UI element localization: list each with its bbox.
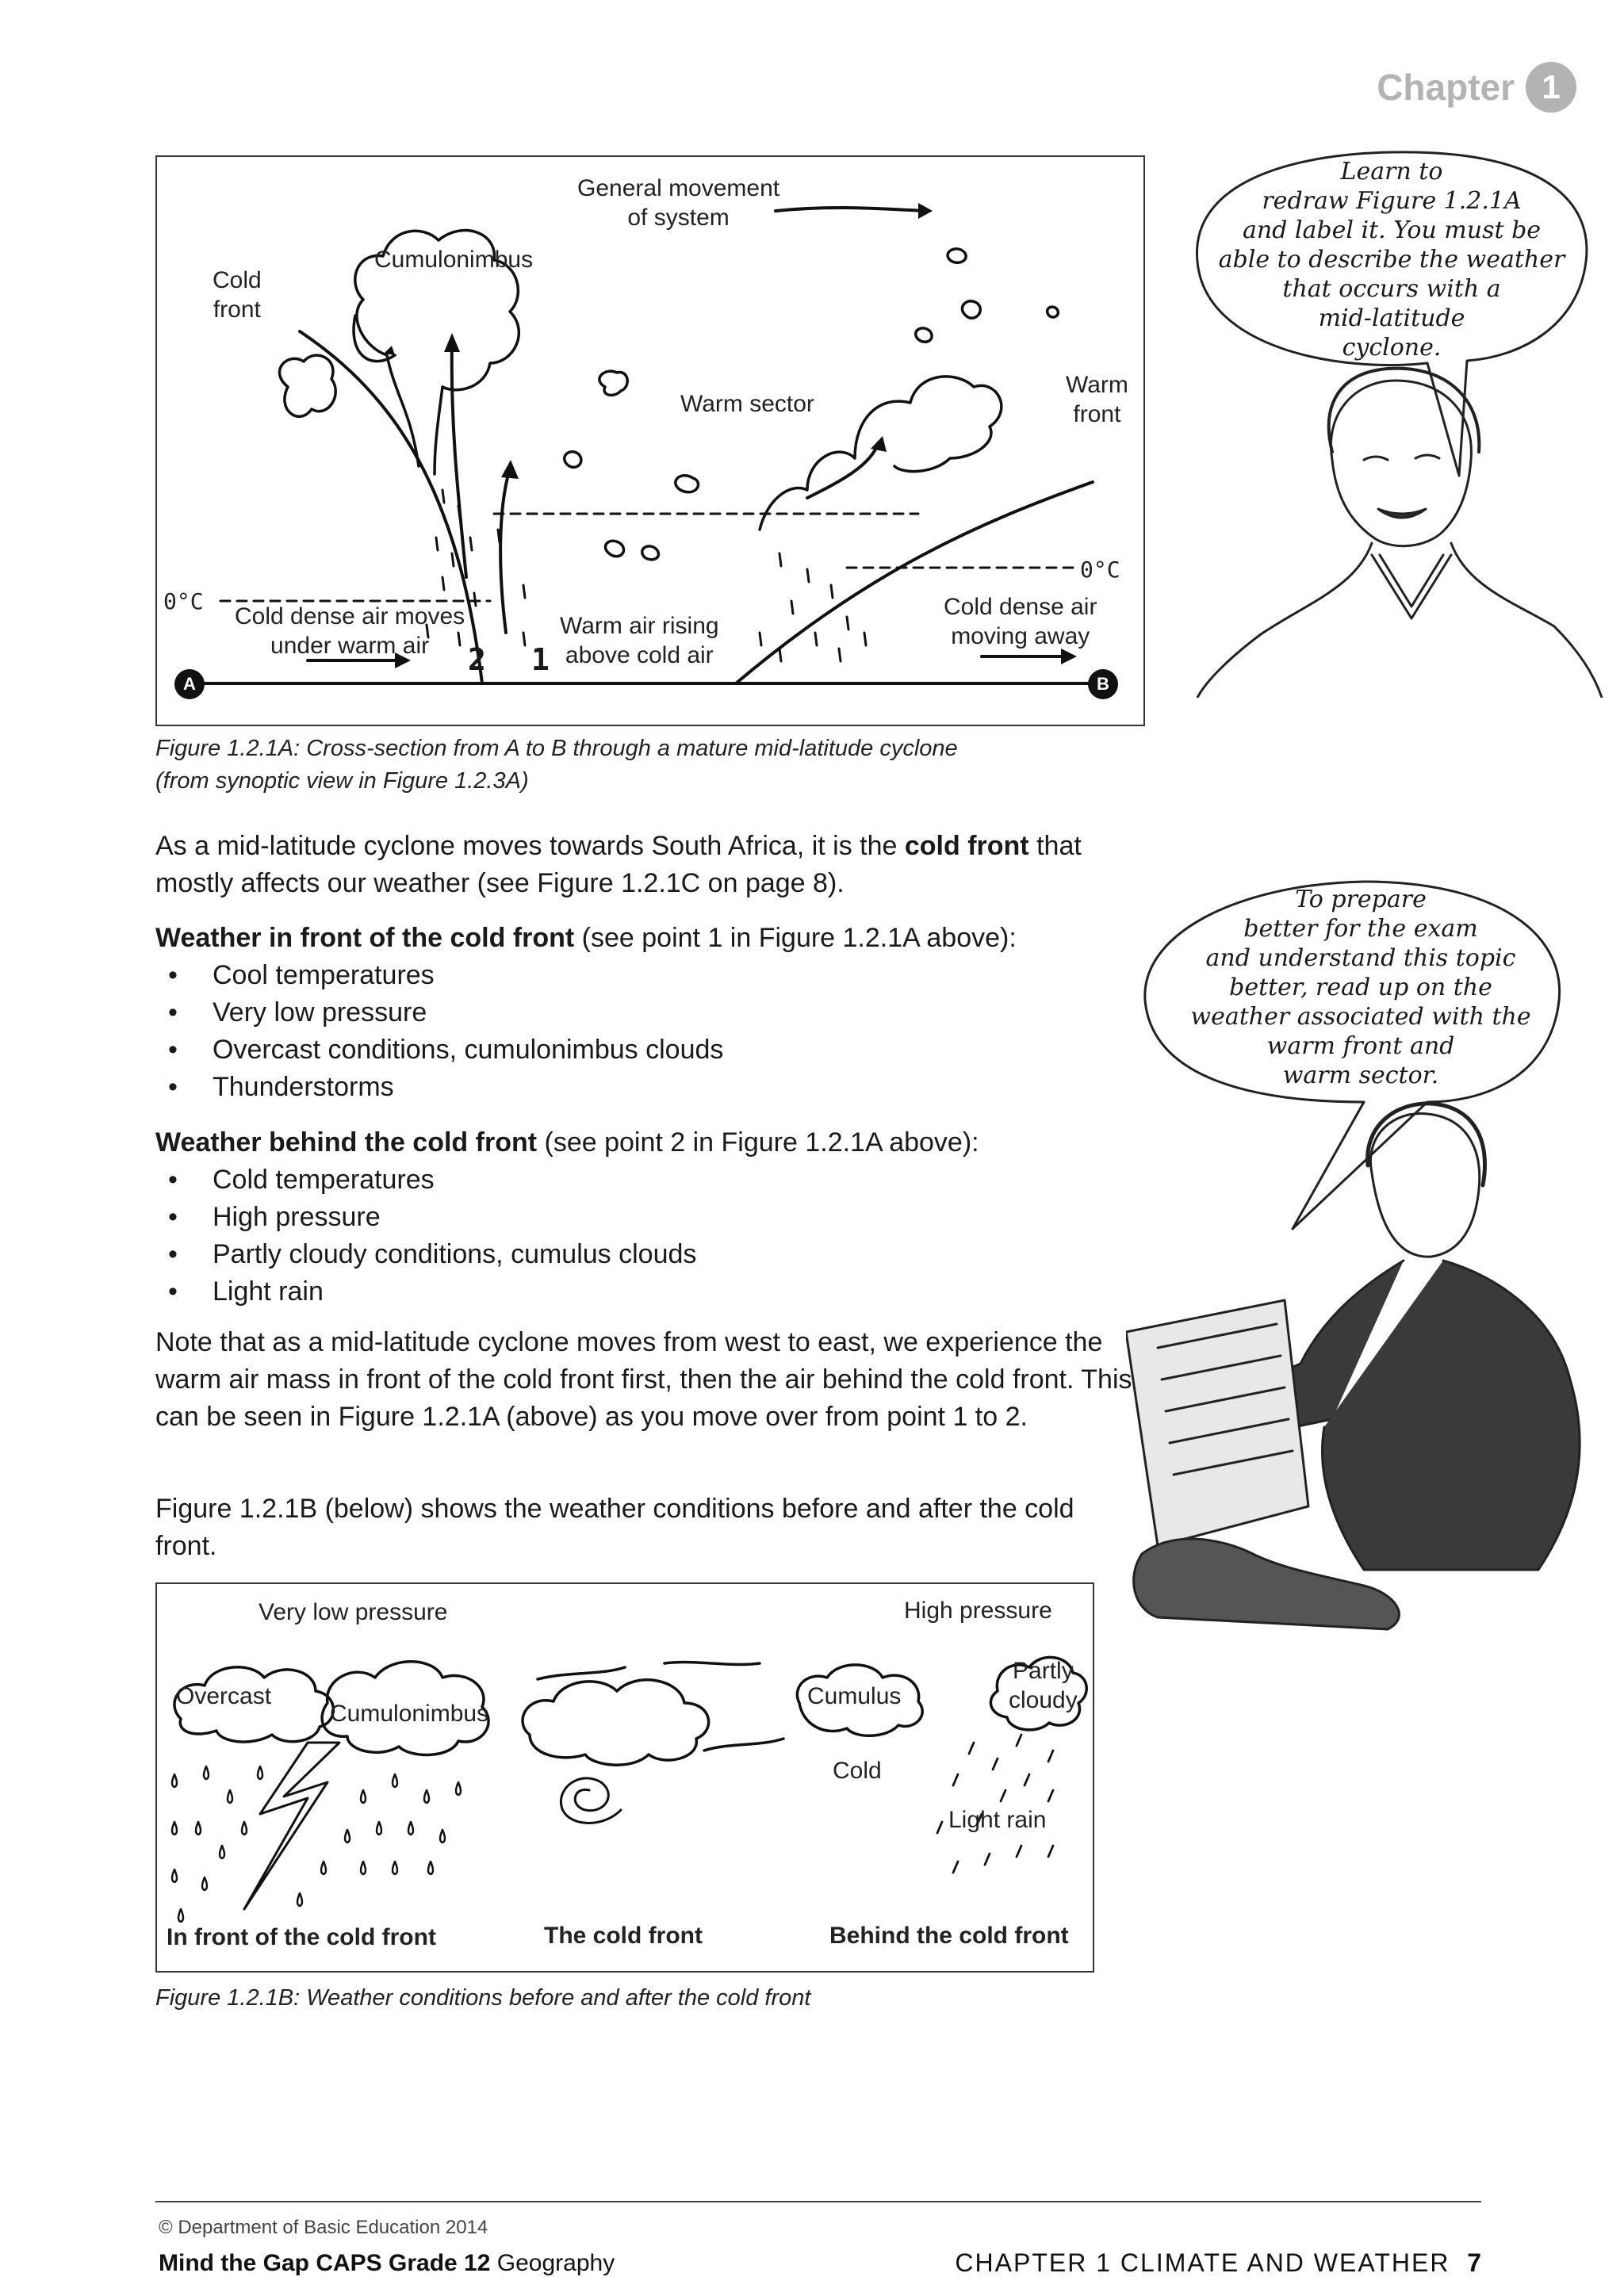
figure-1-2-1b: [155, 1582, 1094, 1973]
shoulder-right: [1451, 543, 1602, 698]
behind-weather-heading: Weather behind the cold front (see point 2 in Figure 1.2.1A above):: [155, 1127, 979, 1158]
overcast-label: Overcast: [176, 1683, 272, 1709]
note-paragraph: Note that as a mid-latitude cyclone moves from west to east, we experience the warm air mass in front of the cold front first, then the air behind the cold front. This can be seen in Figure 1.2.1A (above) as you move over from point 1 to 2.: [155, 1327, 1132, 1432]
warm-front-boundary: [736, 482, 1093, 683]
zero-degree-right-label: 0°C: [1080, 557, 1120, 583]
bubble-1-text: Learn to redraw Figure 1.2.1A and label it. You must be able to describe the weather that occurs with a mid-latitude cyclone.: [1218, 158, 1565, 362]
cold-front-cloud: [523, 1680, 709, 1765]
light-rain-label: Light rain: [948, 1807, 1047, 1833]
raindrops: [172, 1766, 461, 1922]
very-low-pressure-label: Very low pressure: [259, 1599, 448, 1625]
point-a-marker: A: [174, 669, 205, 699]
cold-front-label: Cold front: [213, 267, 262, 323]
face-outline-2: [1370, 1113, 1479, 1257]
footer-chapter-line: CHAPTER 1 CLIMATE AND WEATHER 7: [955, 2248, 1481, 2277]
intro-paragraph: As a mid-latitude cyclone moves towards South Africa, it is the cold front that mostly affects our weather (see Figure 1.2.1C on page 8).: [155, 831, 1082, 898]
warm-sector-label: Warm sector: [680, 391, 814, 417]
behind-weather-section: [155, 1124, 1143, 1311]
chapter-header: [1377, 62, 1576, 113]
warm-air-rising-label: Warm air rising above cold air: [560, 613, 719, 668]
general-movement-label: General movement of system: [577, 175, 780, 231]
in-front-label: In front of the cold front: [167, 1924, 436, 1950]
chapter-number-badge: 1: [1526, 62, 1576, 113]
chapter-word: Chapter: [1377, 67, 1515, 108]
spiral-icon: [561, 1778, 621, 1823]
footer-book-title: Mind the Gap CAPS Grade 12 Geography: [159, 2250, 615, 2276]
warm-front-label: Warm front: [1066, 372, 1128, 427]
bubble-2-text: To prepare better for the exam and understand this topic better, read up on the weather associated with the warm front and warm sector.: [1190, 886, 1531, 1089]
footer-copyright: © Department of Basic Education 2014: [159, 2217, 488, 2238]
point-b-marker: B: [1088, 669, 1118, 699]
list-item: • Cool temperatures: [155, 957, 1143, 994]
point-2-label: 2: [468, 642, 486, 677]
list-item: • Thunderstorms: [155, 1069, 1143, 1106]
light-rain-strokes: [937, 1735, 1053, 1873]
list-item: • Very low pressure: [155, 994, 1143, 1031]
shoulder-left: [1197, 543, 1372, 698]
cold-dense-air-moves-label: Cold dense air moves under warm air: [235, 603, 465, 659]
lightning-bolt: [244, 1743, 339, 1909]
list-item: • Cold temperatures: [155, 1161, 1143, 1199]
figure-1-2-1a: [155, 155, 1145, 726]
figure-1-2-1b-caption: Figure 1.2.1B: Weather conditions before and after the cold front: [155, 1985, 811, 2011]
figure-b-intro-paragraph: Figure 1.2.1B (below) shows the weather conditions before and after the cold front.: [155, 1494, 1074, 1561]
behind-weather-list: [155, 1161, 1143, 1311]
cold-dense-air-away-label: Cold dense air moving away: [944, 594, 1097, 649]
cumulonimbus-label-b: Cumulonimbus: [330, 1701, 489, 1727]
figure-1-2-1a-caption: Figure 1.2.1A: Cross-section from A to B through a mature mid-latitude cyclone (from synoptic view in Figure 1.2.3A): [155, 736, 958, 794]
front-weather-list: [155, 957, 1143, 1106]
list-item: • Overcast conditions, cumulonimbus clouds: [155, 1031, 1143, 1069]
point-1-label: 1: [531, 642, 550, 677]
zero-degree-left-label: 0°C: [163, 588, 204, 614]
high-pressure-label: High pressure: [904, 1598, 1052, 1624]
behind-label: Behind the cold front: [829, 1923, 1069, 1949]
footer-rule: [155, 2201, 1481, 2202]
cold-label: Cold: [833, 1758, 882, 1784]
the-cold-front-label: The cold front: [544, 1923, 703, 1949]
partly-cloudy-label: Partly cloudy: [1009, 1658, 1078, 1713]
front-weather-section: [155, 920, 1143, 1106]
face-outline: [1331, 381, 1471, 546]
cumulus-label: Cumulus: [807, 1683, 902, 1709]
list-item: • High pressure: [155, 1199, 1143, 1236]
front-weather-heading: Weather in front of the cold front (see point 1 in Figure 1.2.1A above):: [155, 923, 1017, 953]
list-item: • Light rain: [155, 1273, 1143, 1311]
list-item: • Partly cloudy conditions, cumulus clouds: [155, 1236, 1143, 1273]
weather-conditions-diagram: [157, 1584, 1093, 1971]
cumulonimbus-label: Cumulonimbus: [374, 247, 534, 273]
page-number: 7: [1467, 2248, 1481, 2277]
